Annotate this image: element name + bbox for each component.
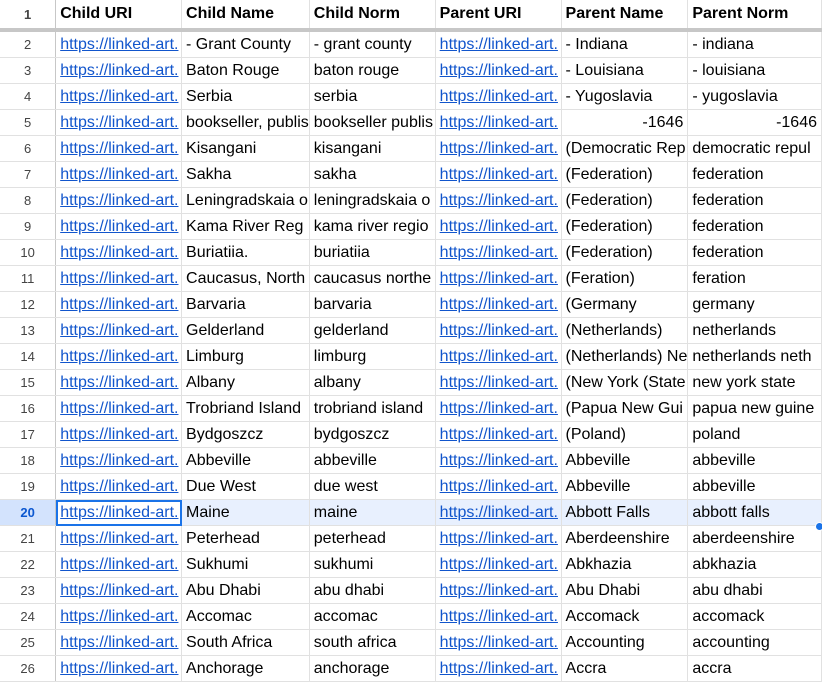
cell-parent-uri[interactable]: https://linked-art. [435, 370, 561, 396]
cell-parent-norm[interactable]: accomack [688, 604, 822, 630]
row-number[interactable]: 5 [0, 110, 56, 136]
cell-parent-name[interactable]: Abbeville [561, 448, 688, 474]
cell-child-norm[interactable]: anchorage [309, 656, 435, 682]
cell-parent-norm[interactable]: federation [688, 240, 822, 266]
cell-parent-norm[interactable]: accra [688, 656, 822, 682]
cell-child-uri[interactable]: https://linked-art. [56, 292, 182, 318]
row-number-header[interactable]: 1 [0, 0, 56, 30]
cell-parent-name[interactable]: (Papua New Gui [561, 396, 688, 422]
header-child-name[interactable]: Child Name [182, 0, 310, 30]
cell-child-name[interactable]: bookseller, publis [182, 110, 310, 136]
cell-parent-uri[interactable]: https://linked-art. [435, 110, 561, 136]
cell-child-name[interactable]: Baton Rouge [182, 58, 310, 84]
table-row [0, 162, 822, 188]
cell-child-name[interactable]: South Africa [182, 630, 310, 656]
cell-parent-uri[interactable]: https://linked-art. [435, 58, 561, 84]
row-number[interactable]: 6 [0, 136, 56, 162]
cell-child-name[interactable]: Serbia [182, 84, 310, 110]
cell-child-norm[interactable]: caucasus northe [309, 266, 435, 292]
row-number[interactable]: 22 [0, 552, 56, 578]
cell-child-uri[interactable]: https://linked-art. [56, 214, 182, 240]
header-parent-norm[interactable]: Parent Norm [688, 0, 822, 30]
header-child-norm[interactable]: Child Norm [309, 0, 435, 30]
cell-parent-norm[interactable]: abkhazia [688, 552, 822, 578]
cell-parent-name[interactable]: (Democratic Rep [561, 136, 688, 162]
cell-child-norm[interactable]: sukhumi [309, 552, 435, 578]
cell-parent-name[interactable]: - Yugoslavia [561, 84, 688, 110]
cell-parent-name[interactable]: (Feration) [561, 266, 688, 292]
cell-parent-name[interactable]: -1646 [561, 110, 688, 136]
row-number[interactable]: 9 [0, 214, 56, 240]
cell-parent-uri[interactable]: https://linked-art. [435, 318, 561, 344]
table-body [0, 30, 822, 682]
cell-child-uri[interactable]: https://linked-art. [56, 448, 182, 474]
cell-child-name[interactable]: Abu Dhabi [182, 578, 310, 604]
cell-child-uri[interactable]: https://linked-art. [56, 578, 182, 604]
cell-child-uri[interactable]: https://linked-art. [56, 656, 182, 682]
cell-child-name[interactable]: Sukhumi [182, 552, 310, 578]
cell-parent-uri[interactable]: https://linked-art. [435, 292, 561, 318]
header-child-uri[interactable]: Child URI [56, 0, 182, 30]
cell-parent-norm[interactable]: new york state [688, 370, 822, 396]
cell-parent-norm[interactable]: - indiana [688, 30, 822, 58]
table-row [0, 474, 822, 500]
cell-child-norm[interactable]: south africa [309, 630, 435, 656]
cell-child-norm[interactable]: accomac [309, 604, 435, 630]
cell-parent-uri[interactable]: https://linked-art. [435, 578, 561, 604]
cell-child-norm[interactable]: bookseller publis [309, 110, 435, 136]
cell-parent-name[interactable]: (New York (State [561, 370, 688, 396]
table-row [0, 318, 822, 344]
cell-child-name[interactable]: Peterhead [182, 526, 310, 552]
cell-parent-name[interactable]: - Indiana [561, 30, 688, 58]
cell-parent-norm[interactable]: poland [688, 422, 822, 448]
header-parent-uri[interactable]: Parent URI [435, 0, 561, 30]
row-number[interactable]: 2 [0, 30, 56, 58]
cell-child-name[interactable]: Trobriand Island [182, 396, 310, 422]
cell-child-uri[interactable]: https://linked-art. [56, 552, 182, 578]
cell-parent-uri[interactable]: https://linked-art. [435, 240, 561, 266]
cell-child-uri[interactable]: https://linked-art. [56, 370, 182, 396]
cell-child-name[interactable]: Anchorage [182, 656, 310, 682]
table-row [0, 84, 822, 110]
cell-parent-norm[interactable]: abu dhabi [688, 578, 822, 604]
cell-parent-norm[interactable]: - yugoslavia [688, 84, 822, 110]
table-row [0, 448, 822, 474]
table-row [0, 578, 822, 604]
cell-child-norm[interactable]: gelderland [309, 318, 435, 344]
cell-child-name[interactable]: Due West [182, 474, 310, 500]
table-row [0, 422, 822, 448]
row-number[interactable]: 17 [0, 422, 56, 448]
cell-child-norm[interactable]: abbeville [309, 448, 435, 474]
cell-parent-name[interactable]: Accra [561, 656, 688, 682]
cell-parent-uri[interactable]: https://linked-art. [435, 552, 561, 578]
cell-child-name[interactable]: Leningradskaia o [182, 188, 310, 214]
cell-child-name[interactable]: Buriatiia. [182, 240, 310, 266]
cell-parent-uri[interactable]: https://linked-art. [435, 136, 561, 162]
cell-parent-norm[interactable]: netherlands neth [688, 344, 822, 370]
cell-child-uri[interactable]: https://linked-art. [56, 396, 182, 422]
row-number[interactable]: 15 [0, 370, 56, 396]
cell-child-uri[interactable]: https://linked-art. [56, 162, 182, 188]
cell-child-name[interactable]: Gelderland [182, 318, 310, 344]
table-row [0, 370, 822, 396]
cell-parent-norm[interactable]: - louisiana [688, 58, 822, 84]
cell-parent-uri[interactable]: https://linked-art. [435, 214, 561, 240]
row-number[interactable]: 7 [0, 162, 56, 188]
cell-parent-name[interactable]: Accomack [561, 604, 688, 630]
cell-parent-uri[interactable]: https://linked-art. [435, 30, 561, 58]
row-number[interactable]: 11 [0, 266, 56, 292]
table-row [0, 188, 822, 214]
cell-child-uri[interactable]: https://linked-art. [56, 84, 182, 110]
table-row [0, 656, 822, 682]
cell-parent-norm[interactable]: papua new guine [688, 396, 822, 422]
row-number[interactable]: 19 [0, 474, 56, 500]
cell-parent-name[interactable]: Aberdeenshire [561, 526, 688, 552]
cell-child-uri[interactable]: https://linked-art. [56, 422, 182, 448]
cell-child-uri[interactable]: https://linked-art. [56, 136, 182, 162]
row-number[interactable]: 20 [0, 500, 56, 526]
row-number[interactable]: 12 [0, 292, 56, 318]
cell-child-uri[interactable]: https://linked-art. [56, 526, 182, 552]
cell-parent-name[interactable]: (Federation) [561, 214, 688, 240]
row-number[interactable]: 16 [0, 396, 56, 422]
row-number[interactable]: 13 [0, 318, 56, 344]
cell-parent-norm[interactable]: accounting [688, 630, 822, 656]
cell-child-uri[interactable]: https://linked-art. [56, 318, 182, 344]
row-number[interactable]: 18 [0, 448, 56, 474]
table-row [0, 266, 822, 292]
cell-child-uri[interactable]: https://linked-art. [56, 344, 182, 370]
cell-parent-norm[interactable]: abbeville [688, 474, 822, 500]
cell-child-name[interactable]: Maine [182, 500, 310, 526]
table-row [0, 240, 822, 266]
table-row [0, 344, 822, 370]
cell-parent-norm[interactable]: abbott falls [688, 500, 822, 526]
cell-child-uri[interactable]: https://linked-art. [56, 266, 182, 292]
cell-child-norm[interactable]: serbia [309, 84, 435, 110]
table-row [0, 396, 822, 422]
fill-handle[interactable] [815, 522, 822, 531]
cell-parent-uri[interactable]: https://linked-art. [435, 84, 561, 110]
cell-child-uri[interactable]: https://linked-art. [56, 630, 182, 656]
cell-parent-uri[interactable]: https://linked-art. [435, 526, 561, 552]
cell-child-norm[interactable]: sakha [309, 162, 435, 188]
row-number[interactable]: 3 [0, 58, 56, 84]
cell-parent-uri[interactable]: https://linked-art. [435, 630, 561, 656]
cell-parent-norm[interactable]: federation [688, 162, 822, 188]
cell-parent-name[interactable]: (Poland) [561, 422, 688, 448]
cell-parent-norm[interactable]: democratic repul [688, 136, 822, 162]
row-number[interactable]: 26 [0, 656, 56, 682]
cell-child-name[interactable]: - Grant County [182, 30, 310, 58]
cell-parent-norm[interactable]: germany [688, 292, 822, 318]
row-number[interactable]: 24 [0, 604, 56, 630]
cell-parent-uri[interactable]: https://linked-art. [435, 162, 561, 188]
cell-child-name[interactable]: Bydgoszcz [182, 422, 310, 448]
cell-child-norm[interactable]: limburg [309, 344, 435, 370]
cell-child-norm[interactable]: due west [309, 474, 435, 500]
cell-child-uri[interactable]: https://linked-art. [56, 474, 182, 500]
header-parent-name[interactable]: Parent Name [561, 0, 688, 30]
cell-parent-name[interactable]: Abu Dhabi [561, 578, 688, 604]
row-number[interactable]: 21 [0, 526, 56, 552]
cell-parent-norm[interactable]: -1646 [688, 110, 822, 136]
cell-parent-uri[interactable]: https://linked-art. [435, 344, 561, 370]
cell-child-norm[interactable]: buriatiia [309, 240, 435, 266]
cell-child-uri[interactable]: https://linked-art. [56, 500, 182, 526]
cell-parent-name[interactable]: (Netherlands) Ne [561, 344, 688, 370]
header-row [0, 0, 822, 30]
cell-child-norm[interactable]: kisangani [309, 136, 435, 162]
cell-child-norm[interactable]: bydgoszcz [309, 422, 435, 448]
cell-parent-name[interactable]: (Netherlands) [561, 318, 688, 344]
cell-parent-norm[interactable]: netherlands [688, 318, 822, 344]
cell-parent-uri[interactable]: https://linked-art. [435, 474, 561, 500]
row-number[interactable]: 25 [0, 630, 56, 656]
cell-child-norm[interactable]: leningradskaia o [309, 188, 435, 214]
cell-parent-name[interactable]: Abkhazia [561, 552, 688, 578]
cell-parent-name[interactable]: Accounting [561, 630, 688, 656]
cell-parent-norm[interactable]: federation [688, 214, 822, 240]
cell-child-norm[interactable]: barvaria [309, 292, 435, 318]
cell-child-norm[interactable]: maine [309, 500, 435, 526]
cell-child-uri[interactable]: https://linked-art. [56, 188, 182, 214]
cell-child-norm[interactable]: baton rouge [309, 58, 435, 84]
cell-parent-name[interactable]: (Federation) [561, 162, 688, 188]
cell-child-norm[interactable]: albany [309, 370, 435, 396]
cell-parent-name[interactable]: (Federation) [561, 240, 688, 266]
cell-parent-uri[interactable]: https://linked-art. [435, 422, 561, 448]
row-number[interactable]: 10 [0, 240, 56, 266]
row-number[interactable]: 23 [0, 578, 56, 604]
cell-child-name[interactable]: Caucasus, North [182, 266, 310, 292]
cell-parent-uri[interactable]: https://linked-art. [435, 656, 561, 682]
cell-parent-uri[interactable]: https://linked-art. [435, 604, 561, 630]
cell-parent-norm[interactable]: abbeville [688, 448, 822, 474]
cell-parent-uri[interactable]: https://linked-art. [435, 448, 561, 474]
cell-parent-uri[interactable]: https://linked-art. [435, 396, 561, 422]
cell-child-norm[interactable]: - grant county [309, 30, 435, 58]
table-row [0, 30, 822, 58]
table-row [0, 214, 822, 240]
table-row [0, 552, 822, 578]
table-row [0, 500, 822, 526]
cell-child-norm[interactable]: peterhead [309, 526, 435, 552]
cell-child-norm[interactable]: kama river regio [309, 214, 435, 240]
cell-parent-name[interactable]: (Germany [561, 292, 688, 318]
table-row [0, 604, 822, 630]
cell-parent-name[interactable]: - Louisiana [561, 58, 688, 84]
cell-child-name[interactable]: Limburg [182, 344, 310, 370]
cell-child-name[interactable]: Sakha [182, 162, 310, 188]
cell-parent-uri[interactable]: https://linked-art. [435, 266, 561, 292]
cell-child-name[interactable]: Albany [182, 370, 310, 396]
cell-child-name[interactable]: Barvaria [182, 292, 310, 318]
table-row [0, 136, 822, 162]
cell-parent-name[interactable]: Abbeville [561, 474, 688, 500]
cell-child-uri[interactable]: https://linked-art. [56, 604, 182, 630]
table-row [0, 526, 822, 552]
cell-child-name[interactable]: Accomac [182, 604, 310, 630]
row-number[interactable]: 4 [0, 84, 56, 110]
table-row [0, 110, 822, 136]
cell-child-name[interactable]: Kama River Reg [182, 214, 310, 240]
cell-child-norm[interactable]: abu dhabi [309, 578, 435, 604]
row-number[interactable]: 14 [0, 344, 56, 370]
table-row [0, 58, 822, 84]
cell-child-uri[interactable]: https://linked-art. [56, 58, 182, 84]
cell-child-name[interactable]: Abbeville [182, 448, 310, 474]
cell-parent-name[interactable]: Abbott Falls [561, 500, 688, 526]
cell-child-norm[interactable]: trobriand island [309, 396, 435, 422]
cell-child-uri[interactable]: https://linked-art. [56, 110, 182, 136]
table-row [0, 292, 822, 318]
cell-parent-uri[interactable]: https://linked-art. [435, 188, 561, 214]
row-number[interactable]: 8 [0, 188, 56, 214]
cell-parent-norm[interactable]: federation [688, 188, 822, 214]
cell-child-name[interactable]: Kisangani [182, 136, 310, 162]
cell-parent-uri[interactable]: https://linked-art. [435, 500, 561, 526]
cell-child-uri[interactable]: https://linked-art. [56, 240, 182, 266]
cell-parent-norm[interactable]: feration [688, 266, 822, 292]
cell-child-uri[interactable]: https://linked-art. [56, 30, 182, 58]
cell-parent-name[interactable]: (Federation) [561, 188, 688, 214]
cell-parent-norm[interactable]: aberdeenshire [688, 526, 822, 552]
table-row [0, 630, 822, 656]
